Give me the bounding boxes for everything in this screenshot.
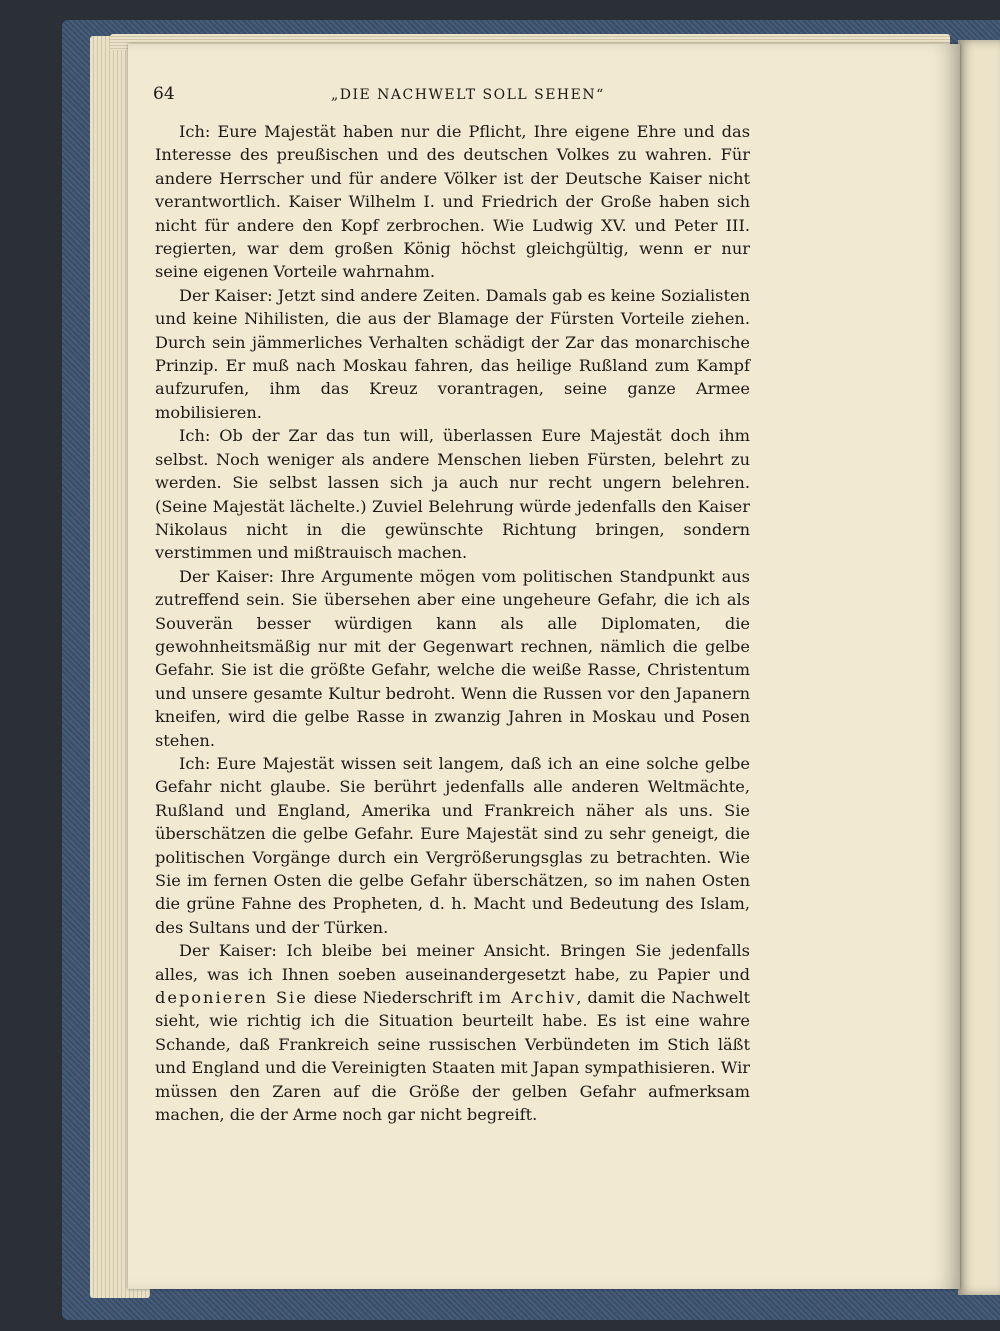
body-text — [155, 120, 750, 1126]
spaced-text: deponieren Sie — [155, 988, 308, 1008]
facing-page — [958, 40, 1000, 1295]
text-run: , damit die Nachwelt sieht, wie richtig ich die Situation beurteilt habe. Es ist eine wahre Schande, daß Frankreich seine russischen Verbündeten im Stich läßt und England und die Vereinigten Staaten mit Japan sympathisieren. Wir müssen den Zaren auf die Größe der gelben Gefahr aufmerksam machen, die der Arme noch gar nicht begreift. — [155, 988, 751, 1125]
running-title: „DIE NACHWELT SOLL SEHEN“ — [331, 87, 605, 103]
paragraph: Der Kaiser: Ihre Argumente mögen vom politischen Standpunkt aus zutreffend sein. Sie übersehen aber eine ungeheure Gefahr, die ich als Souverän besser würdigen kann als alle Diplomaten, die gewohnheitsmäßig nur mit der Gegenwart rechnen, nämlich die gelbe Gefahr. Sie ist die größte Gefahr, welche die weiße Rasse, Christentum und unsere gesamte Kultur bedroht. Wenn die Russen vor den Japanern kneifen, wird die gelbe Rasse in zwanzig Jahren in Moskau und Posen stehen. — [155, 566, 750, 750]
paragraph: Ich: Eure Majestät wissen seit langem, daß ich an eine solche gelbe Gefahr nicht glaube. Sie berührt jedenfalls alle anderen Weltmächte, Rußland und England, Amerika und Frankreich näher als uns. Sie überschätzen die gelbe Gefahr. Eure Majestät sind zu sehr geneigt, die politischen Vorgänge durch ein Vergrößerungsglas zu betrachten. Wie Sie im fernen Osten die gelbe Gefahr überschätzen, so im nahen Osten die grüne Fahne des Propheten, d. h. Macht und Bedeutung des Islam, des Sultans und der Türken. — [155, 753, 750, 937]
paragraph: Ich: Ob der Zar das tun will, überlassen Eure Majestät doch ihm selbst. Noch weniger als andere Menschen lieben Fürsten, belehrt zu werden. Sie selbst lassen sich ja auch nur recht ungern belehren. (Seine Majestät lächelte.) Zuviel Belehrung würde jedenfalls den Kaiser Nikolaus nicht in die gewünschte Richtung bringen, sondern verstimmen und mißtrauisch machen. — [155, 426, 750, 563]
text-run: Der Kaiser: Ich bleibe bei meiner Ansicht. Bringen Sie jedenfalls alles, was ich Ihnen soeben auseinandergesetzt habe, zu Papier und — [155, 941, 750, 984]
page-number: 64 — [153, 84, 175, 104]
page-header — [153, 84, 753, 114]
spaced-text: im Archiv — [478, 988, 577, 1008]
paragraph-last — [155, 939, 750, 1126]
paragraph: Ich: Eure Majestät haben nur die Pflicht, Ihre eigene Ehre und das Interesse des preußischen und des deutschen Volkes zu wahren. Für andere Herrscher und für andere Völker ist der Deutsche Kaiser nicht verantwortlich. Kaiser Wilhelm I. und Friedrich der Große haben sich nicht für andere den Kopf zerbrochen. Wie Ludwig XV. und Peter III. regierten, war dem großen König höchst gleichgültig, wenn er nur seine eigenen Vorteile wahrnahm. — [155, 122, 750, 282]
paragraph: Der Kaiser: Jetzt sind andere Zeiten. Damals gab es keine Sozialisten und keine Nihilisten, die aus der Blamage der Fürsten Vorteile ziehen. Durch sein jämmerliches Verhalten schädigt der Zar das monarchische Prinzip. Er muß nach Moskau fahren, das heilige Rußland zum Kampf aufzurufen, ihm das Kreuz vorantragen, seine ganze Armee mobilisieren. — [155, 285, 750, 422]
text-run: diese Niederschrift — [307, 988, 479, 1008]
